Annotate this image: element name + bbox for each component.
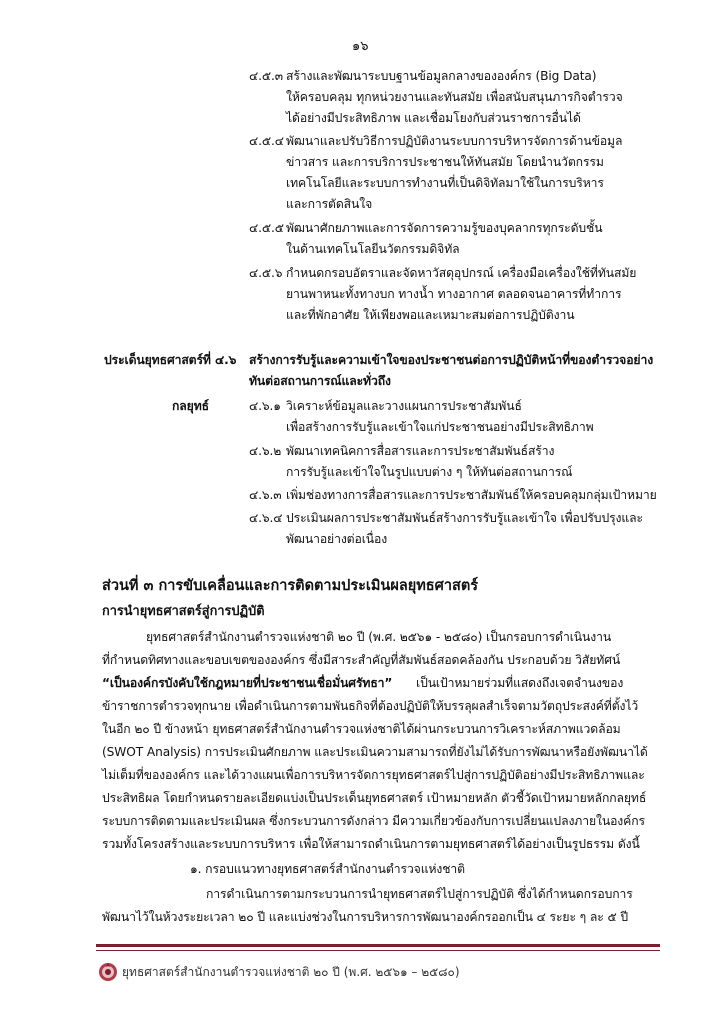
item-line: และที่พักอาศัย ให้เพียงพอและเหมาะสมต่อการปฏิบัติงาน: [286, 308, 575, 322]
paragraph-line: ไม่เต็มที่ขององค์กร และได้วางแผนเพื่อการบริหารจัดการยุทธศาสตร์ไปสู่การปฏิบัติอย่างมีประสิทธิภาพและ: [102, 768, 645, 782]
strategic-issue-title: สร้างการรับรู้และความเข้าใจของประชาชนต่อการปฏิบัติหน้าที่ของตำรวจอย่าง: [249, 353, 654, 367]
paragraph-line: ประสิทธิผล โดยกำหนดรายละเอียดแบ่งเป็นประเด็นยุทธศาสตร์ เป้าหมายหลัก ตัวชี้วัดเป้าหมายหลักกลยุทธ์: [102, 791, 647, 805]
item-line: ได้อย่างมีประสิทธิภาพ และเชื่อมโยงกับส่วนราชการอื่นได้: [286, 111, 581, 125]
item-number: ๔.๕.๓: [249, 69, 284, 83]
item-line: การรับรู้และเข้าใจในรูปแบบต่าง ๆ ให้ทันต่อสถานการณ์: [286, 465, 573, 479]
footer-title: ยุทธศาสตร์สำนักงานตำรวจแห่งชาติ ๒๐ ปี (พ.ศ. ๒๕๖๑ – ๒๕๘๐): [122, 965, 460, 979]
paragraph-line: เป็นเป้าหมายร่วมที่แสดงถึงเจตจำนงของ: [416, 676, 624, 690]
item-line: ในด้านเทคโนโลยีนวัตกรรมดิจิทัล: [286, 242, 460, 256]
police-emblem-icon: [98, 962, 118, 982]
strategy-label: กลยุทธ์: [172, 399, 209, 413]
item-line: เพิ่มช่องทางการสื่อสารและการประชาสัมพันธ์ให้ครอบคลุมกลุ่มเป้าหมาย: [286, 488, 657, 502]
item-number: ๔.๖.๒: [249, 444, 282, 458]
paragraph-line: ข้าราชการตำรวจทุกนาย เพื่อดำเนินการตามพันธกิจที่ต้องปฏิบัติให้บรรลุผลสำเร็จตามวัตถุประสงค์ที่ตั้งไว้: [102, 699, 639, 713]
paragraph-line: ยุทธศาสตร์สำนักงานตำรวจแห่งชาติ ๒๐ ปี (พ.ศ. ๒๕๖๑ - ๒๕๘๐) เป็นกรอบการดำเนินงาน: [146, 630, 612, 644]
item-line: สร้างและพัฒนาระบบฐานข้อมูลกลางขององค์กร (Big Data): [286, 69, 597, 83]
item-line: ยานพาหนะทั้งทางบก ทางน้ำ ทางอากาศ ตลอดจนอาคารที่ทำการ: [286, 287, 622, 301]
item-line: และการตัดสินใจ: [286, 197, 373, 211]
paragraph-line: ที่กำหนดทิศทางและขอบเขตขององค์กร ซึ่งมีสาระสำคัญที่สัมพันธ์สอดคล้องกัน ประกอบด้วย วิสัยทัศน์: [102, 653, 621, 667]
section-subheading: การนำยุทธศาสตร์สู่การปฏิบัติ: [102, 604, 265, 619]
item-number: ๔.๖.๓: [249, 488, 282, 502]
paragraph-line: รวมทั้งโครงสร้างและระบบการบริหาร เพื่อให้สามารถดำเนินการตามยุทธศาสตร์ได้อย่างเป็นรูปธรรม ดังนี้: [102, 837, 640, 851]
item-number: ๔.๖.๔: [249, 511, 283, 525]
item-line: ประเมินผลการประชาสัมพันธ์สร้างการรับรู้และเข้าใจ เพื่อปรับปรุงและ: [286, 511, 643, 525]
footer-rule-thick: [96, 944, 660, 947]
numbered-heading: ๑. กรอบแนวทางยุทธศาสตร์สำนักงานตำรวจแห่งชาติ: [190, 862, 465, 876]
item-line: วิเคราะห์ข้อมูลและวางแผนการประชาสัมพันธ์: [286, 399, 522, 413]
item-number: ๔.๖.๑: [249, 399, 281, 413]
strategic-issue-title: ทันต่อสถานการณ์และทั่วถึง: [249, 374, 391, 388]
vision-quote: “เป็นองค์กรบังคับใช้กฎหมายที่ประชาชนเชื่อมั่นศรัทธา”: [102, 676, 393, 690]
footer-rule-thin: [96, 950, 660, 951]
item-line: เทคโนโลยีและระบบการทำงานที่เป็นดิจิทัลมาใช้ในการบริหาร: [286, 176, 604, 190]
item-line: พัฒนาและปรับวิธีการปฏิบัติงานระบบการบริหารจัดการด้านข้อมูล: [286, 134, 623, 148]
item-number: ๔.๕.๔: [249, 134, 284, 148]
item-line: เพื่อสร้างการรับรู้และเข้าใจแก่ประชาชนอย่างมีประสิทธิภาพ: [286, 420, 594, 434]
item-line: กำหนดกรอบอัตราและจัดหาวัสดุอุปกรณ์ เครื่องมือเครื่องใช้ที่ทันสมัย: [286, 266, 637, 280]
item-line: ให้ครอบคลุม ทุกหน่วยงานและทันสมัย เพื่อสนับสนุนภารกิจตำรวจ: [286, 90, 623, 104]
paragraph-line: พัฒนาไว้ในห้วงระยะเวลา ๒๐ ปี และแบ่งช่วงในการบริหารการพัฒนาองค์กรออกเป็น ๔ ระยะ ๆ ละ ๕ ปี: [102, 910, 629, 924]
paragraph-line: การดำเนินการตามกระบวนการนำยุทธศาสตร์ไปสู่การปฏิบัติ ซึ่งได้กำหนดกรอบการ: [206, 887, 633, 901]
item-number: ๔.๕.๖: [249, 266, 283, 280]
item-line: พัฒนาเทคนิคการสื่อสารและการประชาสัมพันธ์สร้าง: [286, 444, 555, 458]
paragraph-line: ในอีก ๒๐ ปี ข้างหน้า ยุทธศาสตร์สำนักงานตำรวจแห่งชาติได้ผ่านกระบวนการวิเคราะห์สภาพแวดล้อม: [102, 722, 621, 736]
page-number: ๑๖: [352, 39, 369, 54]
item-line: พัฒนาศักยภาพและการจัดการความรู้ของบุคลากรทุกระดับชั้น: [286, 221, 603, 235]
section-heading: ส่วนที่ ๓ การขับเคลื่อนและการติดตามประเมินผลยุทธศาสตร์: [102, 578, 479, 594]
paragraph-line: (SWOT Analysis) การประเมินศักยภาพ และประเมินความสามารถที่ยังไม่ได้รับการพัฒนาหรือยังพัฒนาได้: [102, 745, 648, 759]
item-number: ๔.๕.๕: [249, 221, 284, 235]
paragraph-line: ระบบการติดตามและประเมินผล ซึ่งกระบวนการดังกล่าว มีความเกี่ยวข้องกับการเปลี่ยนแปลงภายในองค์กร: [102, 814, 645, 828]
item-line: พัฒนาอย่างต่อเนื่อง: [286, 532, 388, 546]
strategic-issue-label: ประเด็นยุทธศาสตร์ที่ ๔.๖: [104, 353, 237, 367]
item-line: ข่าวสาร และการบริการประชาชนให้ทันสมัย โดยนำนวัตกรรม: [286, 155, 604, 169]
